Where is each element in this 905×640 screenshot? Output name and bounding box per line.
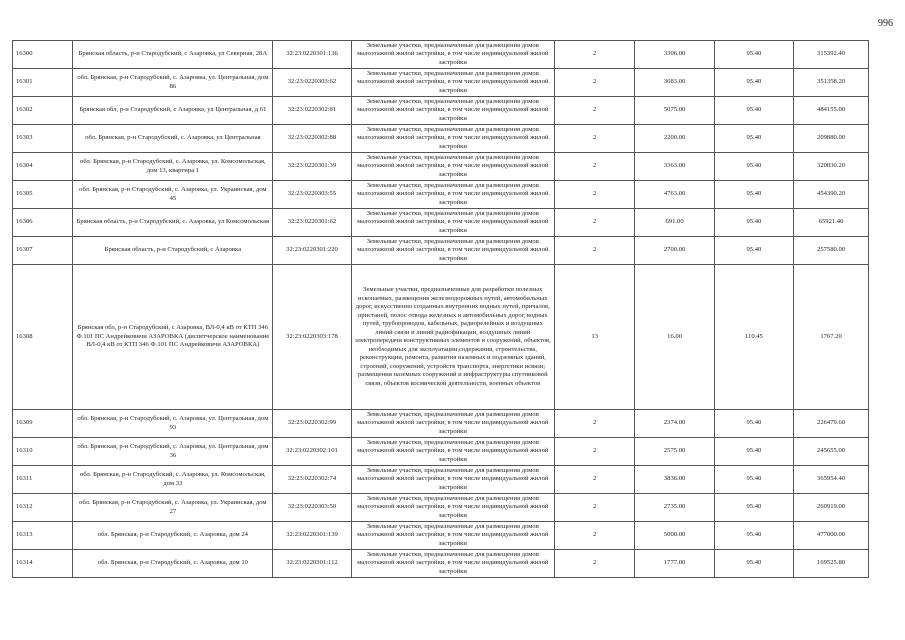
cadastral-value-cell: 351358.20 xyxy=(794,69,869,97)
area-cell: 2374.00 xyxy=(635,410,714,438)
row-number: 16307 xyxy=(13,237,73,265)
area-cell: 4763.00 xyxy=(635,181,714,209)
permitted-use-cell: Земельные участки, предназначенные для размещения домов малоэтажной жилой застройки, в том числе индивидуальной жилой застройки xyxy=(351,125,554,153)
row-number: 16303 xyxy=(13,125,73,153)
row-number: 16308 xyxy=(13,265,73,410)
table-row xyxy=(13,438,869,466)
row-number: 16311 xyxy=(13,466,73,494)
area-cell: 3363.00 xyxy=(635,153,714,181)
row-number: 16306 xyxy=(13,209,73,237)
cadastral-value-cell: 365954.40 xyxy=(794,466,869,494)
table-row xyxy=(13,522,869,550)
specific-value-cell: 95.40 xyxy=(714,237,793,265)
address-cell: обл. Брянская, р-н Стародубский, с. Азаровка, ул. Украинская, дом 27 xyxy=(73,494,273,522)
permitted-use-cell: Земельные участки, предназначенные для разработки полезных ископаемых, размещения железнодорожных путей, автомобильных дорог, искусственно созданных внутренних водных путей, причалов, пристаней, полос отвода железных и автомобильных дорог, водных путей, трубопроводов, кабельных, радиорелейных и воздушных линий связи и линий радиофикации, воздушных линий электропередачи конструктивных элементов и сооружений, объектов, необходимых для эксплуатации,содержания, строительства, реконструкции, ремонта, развития наземных и подземных зданий, строений, сооружений, устройств транспорта, энергетики исвязи; размещения наземных сооружений и инфраструктуры спутниковой связи, объектов космической деятельности, военных объектов xyxy=(351,265,554,410)
permitted-use-cell: Земельные участки, предназначенные для размещения домов малоэтажной жилой застройки, в том числе индивидуальной жилой застройки xyxy=(351,97,554,125)
permitted-use-cell: Земельные участки, предназначенные для размещения домов малоэтажной жилой застройки, в том числе индивидуальной жилой застройки xyxy=(351,41,554,69)
table-row xyxy=(13,209,869,237)
address-cell: обл. Брянская, р-н Стародубский, с. Азаровка, дом 24 xyxy=(73,522,273,550)
cadastral-number-cell: 32:23:0220303:50 xyxy=(273,494,351,522)
category-code-cell: 2 xyxy=(554,494,634,522)
specific-value-cell: 95.40 xyxy=(714,69,793,97)
specific-value-cell: 95.40 xyxy=(714,97,793,125)
address-cell: Брянская область, р-н Стародубский, с. Азаровка, ул Комсомольская xyxy=(73,209,273,237)
cadastral-number-cell: 32:23:0220303:55 xyxy=(273,181,351,209)
cadastral-number-cell: 32:23:0220301:62 xyxy=(273,209,351,237)
cadastral-value-cell: 1767.20 xyxy=(794,265,869,410)
cadastral-number-cell: 32:23:0220303:178 xyxy=(273,265,351,410)
area-cell: 16.00 xyxy=(635,265,714,410)
permitted-use-cell: Земельные участки, предназначенные для размещения домов малоэтажной жилой застройки, в том числе индивидуальной жилой застройки xyxy=(351,466,554,494)
address-cell: Брянская обл, р-н Стародубский, с Азаровка, ВЛ-0,4 кВ от КТП 346 Ф.101 ПС Андрейковичи АЗАРОВКА (диспетчерское наименование ВЛ-0,4 кВ от КТП 346 Ф.101 ПС Андрейковичи АЗАРОВКА) xyxy=(73,265,273,410)
address-cell: обл. Брянская, р-н Стародубский, с. Азаровка, дом 10 xyxy=(73,550,273,578)
category-code-cell: 2 xyxy=(554,550,634,578)
specific-value-cell: 110.45 xyxy=(714,265,793,410)
cadastral-value-cell: 320830.20 xyxy=(794,153,869,181)
row-number: 16301 xyxy=(13,69,73,97)
cadastral-number-cell: 32:23:0220301:39 xyxy=(273,153,351,181)
address-cell: Брянская область, р-н Стародубский, с Азаровка xyxy=(73,237,273,265)
category-code-cell: 2 xyxy=(554,209,634,237)
area-cell: 2575.00 xyxy=(635,438,714,466)
cadastral-value-cell: 315392.40 xyxy=(794,41,869,69)
address-cell: обл. Брянская, р-н Стародубский, с. Азаровка, ул. Комсомольская, дом 13, квартира 1 xyxy=(73,153,273,181)
address-cell: Брянская обл, р-н Стародубский, с Азаровка, ул Центральная, д 61 xyxy=(73,97,273,125)
area-cell: 2700.00 xyxy=(635,237,714,265)
specific-value-cell: 95.40 xyxy=(714,41,793,69)
cadastral-value-cell: 245655.00 xyxy=(794,438,869,466)
table-body xyxy=(13,41,869,578)
category-code-cell: 2 xyxy=(554,153,634,181)
category-code-cell: 2 xyxy=(554,466,634,494)
area-cell: 3306.00 xyxy=(635,41,714,69)
specific-value-cell: 95.40 xyxy=(714,522,793,550)
cadastral-number-cell: 32:23:0220301:139 xyxy=(273,522,351,550)
permitted-use-cell: Земельные участки, предназначенные для размещения домов малоэтажной жилой застройки, в том числе индивидуальной жилой застройки xyxy=(351,494,554,522)
address-cell: обл. Брянская, р-н Стародубский, с. Азаровка, ул. Центральная, дом 93 xyxy=(73,410,273,438)
permitted-use-cell: Земельные участки, предназначенные для размещения домов малоэтажной жилой застройки, в том числе индивидуальной жилой застройки xyxy=(351,522,554,550)
area-cell: 1777.00 xyxy=(635,550,714,578)
row-number: 16313 xyxy=(13,522,73,550)
specific-value-cell: 95.40 xyxy=(714,494,793,522)
category-code-cell: 2 xyxy=(554,181,634,209)
specific-value-cell: 95.40 xyxy=(714,550,793,578)
category-code-cell: 2 xyxy=(554,410,634,438)
cadastral-number-cell: 32:23:0220302:101 xyxy=(273,438,351,466)
category-code-cell: 2 xyxy=(554,69,634,97)
area-cell: 3683.00 xyxy=(635,69,714,97)
cadastral-value-cell: 226479.60 xyxy=(794,410,869,438)
row-number: 16314 xyxy=(13,550,73,578)
page-number: 996 xyxy=(878,18,893,29)
category-code-cell: 13 xyxy=(554,265,634,410)
permitted-use-cell: Земельные участки, предназначенные для размещения домов малоэтажной жилой застройки, в том числе индивидуальной жилой застройки xyxy=(351,209,554,237)
address-cell: обл. Брянская, р-н Стародубский, с. Азаровка, ул. Центральная, дом 36 xyxy=(73,438,273,466)
specific-value-cell: 95.40 xyxy=(714,438,793,466)
cadastral-number-cell: 32:23:0220302:99 xyxy=(273,410,351,438)
area-cell: 2735.00 xyxy=(635,494,714,522)
cadastral-number-cell: 32:23:0220301:112 xyxy=(273,550,351,578)
category-code-cell: 2 xyxy=(554,438,634,466)
category-code-cell: 2 xyxy=(554,41,634,69)
row-number: 16305 xyxy=(13,181,73,209)
cadastral-value-cell: 257580.00 xyxy=(794,237,869,265)
specific-value-cell: 95.40 xyxy=(714,125,793,153)
area-cell: 691.00 xyxy=(635,209,714,237)
cadastral-number-cell: 32:23:0220301:136 xyxy=(273,41,351,69)
cadastral-value-cell: 484155.00 xyxy=(794,97,869,125)
table-row xyxy=(13,237,869,265)
cadastral-value-cell: 477000.00 xyxy=(794,522,869,550)
permitted-use-cell: Земельные участки, предназначенные для размещения домов малоэтажной жилой застройки, в том числе индивидуальной жилой застройки xyxy=(351,550,554,578)
cadastral-number-cell: 32:23:0220301:220 xyxy=(273,237,351,265)
permitted-use-cell: Земельные участки, предназначенные для размещения домов малоэтажной жилой застройки, в том числе индивидуальной жилой застройки xyxy=(351,438,554,466)
permitted-use-cell: Земельные участки, предназначенные для размещения домов малоэтажной жилой застройки, в том числе индивидуальной жилой застройки xyxy=(351,69,554,97)
area-cell: 5000.00 xyxy=(635,522,714,550)
specific-value-cell: 95.40 xyxy=(714,153,793,181)
permitted-use-cell: Земельные участки, предназначенные для размещения домов малоэтажной жилой застройки, в том числе индивидуальной жилой застройки xyxy=(351,153,554,181)
specific-value-cell: 95.40 xyxy=(714,181,793,209)
table-row xyxy=(13,181,869,209)
table-row xyxy=(13,97,869,125)
category-code-cell: 2 xyxy=(554,522,634,550)
cadastral-number-cell: 32:23:0220302:74 xyxy=(273,466,351,494)
address-cell: обл. Брянская, р-н Стародубский, с. Азаровка, ул. Украинская, дом 45 xyxy=(73,181,273,209)
category-code-cell: 2 xyxy=(554,237,634,265)
specific-value-cell: 95.40 xyxy=(714,410,793,438)
table-row xyxy=(13,265,869,410)
table-row xyxy=(13,41,869,69)
table-row xyxy=(13,410,869,438)
cadastral-value-cell: 169525.80 xyxy=(794,550,869,578)
row-number: 16300 xyxy=(13,41,73,69)
row-number: 16312 xyxy=(13,494,73,522)
row-number: 16302 xyxy=(13,97,73,125)
cadastral-value-cell: 65921.40 xyxy=(794,209,869,237)
table-row xyxy=(13,550,869,578)
area-cell: 5075.00 xyxy=(635,97,714,125)
area-cell: 3836.00 xyxy=(635,466,714,494)
cadastral-value-cell: 260919.00 xyxy=(794,494,869,522)
address-cell: обл. Брянская, р-н Стародубский, с. Азаровка, ул Центральная xyxy=(73,125,273,153)
table-row xyxy=(13,466,869,494)
specific-value-cell: 95.40 xyxy=(714,466,793,494)
table-row xyxy=(13,69,869,97)
specific-value-cell: 95.40 xyxy=(714,209,793,237)
address-cell: обл. Брянская, р-н Стародубский, с. Азаровка, ул. Центральная, дом 86 xyxy=(73,69,273,97)
address-cell: обл. Брянская, р-н Стародубский, с. Азаровка, ул. Комсомольская, дом 33 xyxy=(73,466,273,494)
cadastral-value-cell: 209880.00 xyxy=(794,125,869,153)
address-cell: Брянская область, р-н Стародубский, с Азаровка, ул Северная, 28А xyxy=(73,41,273,69)
table-row xyxy=(13,153,869,181)
cadastral-value-cell: 454390.20 xyxy=(794,181,869,209)
land-registry-table xyxy=(12,40,869,578)
table-row xyxy=(13,125,869,153)
row-number: 16310 xyxy=(13,438,73,466)
row-number: 16309 xyxy=(13,410,73,438)
row-number: 16304 xyxy=(13,153,73,181)
permitted-use-cell: Земельные участки, предназначенные для размещения домов малоэтажной жилой застройки, в том числе индивидуальной жилой застройки xyxy=(351,181,554,209)
cadastral-number-cell: 32:23:0220303:62 xyxy=(273,69,351,97)
area-cell: 2200.00 xyxy=(635,125,714,153)
permitted-use-cell: Земельные участки, предназначенные для размещения домов малоэтажной жилой застройки, в том числе индивидуальной жилой застройки xyxy=(351,237,554,265)
cadastral-number-cell: 32:23:0220302:88 xyxy=(273,125,351,153)
category-code-cell: 2 xyxy=(554,125,634,153)
category-code-cell: 2 xyxy=(554,97,634,125)
permitted-use-cell: Земельные участки, предназначенные для размещения домов малоэтажной жилой застройки, в том числе индивидуальной жилой застройки xyxy=(351,410,554,438)
table-row xyxy=(13,494,869,522)
cadastral-number-cell: 32:23:0220302:81 xyxy=(273,97,351,125)
